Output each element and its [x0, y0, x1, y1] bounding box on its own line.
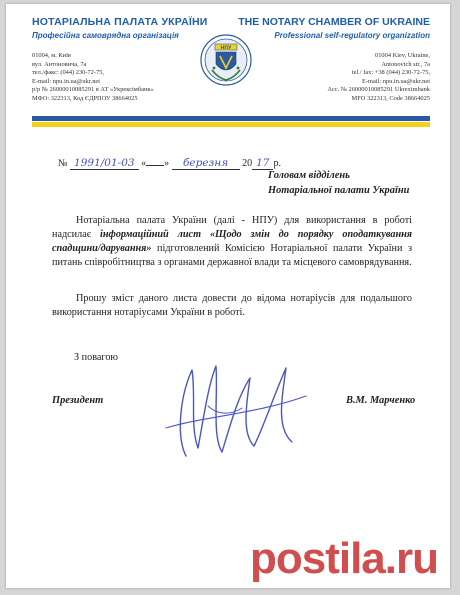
contact-line: MFO 322313, Code 38664025: [351, 94, 430, 102]
p1-text-start: Нотаріальна палата України (далі - НПУ) для використання в роботі надсилає: [52, 215, 412, 240]
watermark-text: postila.ru: [249, 534, 438, 583]
body-paragraph-1: [52, 214, 412, 270]
signatory-position: Президент: [52, 395, 104, 406]
date-open-quote: «: [141, 158, 147, 169]
contact-line: тел./факс: (044) 230-72-75,: [32, 69, 104, 77]
contact-line: E-mail: npu.in.ua@ukr.net: [361, 77, 430, 85]
contacts-ua: [32, 52, 154, 104]
contact-line: Acc. № 26000010085291 Ukreximbank: [327, 86, 430, 94]
letter-month: березня: [172, 157, 240, 170]
letter-page: [6, 4, 450, 588]
contact-line: 01004 Kiev, Ukraine,: [375, 52, 430, 59]
addressee-line-1: Головам відділень: [268, 170, 350, 181]
letter-day: [146, 165, 164, 166]
contact-line: р/р № 26000010085291 в АТ «Укрексімбанк»: [32, 86, 154, 94]
p1-text-end: підготовлений Комісією Нотаріальної палати України з питань співробітництва з органами державної влади та місцевого самоврядування.: [52, 243, 412, 268]
letter-number-date: [58, 157, 281, 170]
p1-bold-subject: інформаційний лист «Щодо змін до порядку оподаткування спадщини/дарування»: [52, 229, 413, 254]
number-prefix: №: [58, 158, 68, 169]
year-prefix: 20: [242, 158, 253, 169]
org-title-en: THE NOTARY CHAMBER OF UKRAINE: [238, 16, 430, 28]
contact-line: Antonovich str., 7a: [381, 60, 430, 68]
contact-line: E-mail: npu.in.ua@ukr.net: [32, 77, 101, 85]
letter-year: 17: [252, 157, 273, 170]
org-subtitle-en: Professional self-regulatory organization: [274, 31, 430, 40]
addressee-block: [268, 168, 409, 198]
body-paragraph-2: Прошу зміст даного листа довести до відома нотаріусів для подальшого використання нотаріусами України в роботі.: [52, 293, 412, 318]
contact-line: tel./ fax: +38 (044) 230-72-75,: [351, 69, 430, 77]
watermark: [250, 534, 438, 584]
chamber-emblem-icon: [200, 34, 252, 86]
contact-line: МФО: 322313, Код ЄДРПОУ 38664025: [32, 94, 138, 102]
addressee-line-2: Нотаріальної палати України: [268, 185, 410, 196]
header-stripe-yellow: [32, 122, 430, 127]
letter-number: 1991/01-03: [70, 157, 139, 170]
closing-regards: З повагою: [74, 352, 119, 363]
emblem-label: НПУ: [220, 46, 232, 51]
org-subtitle-ua: Професійна самоврядна організація: [32, 31, 179, 40]
org-title-ua: НОТАРІАЛЬНА ПАЛАТА УКРАЇНИ: [32, 16, 208, 28]
date-close-quote: »: [164, 158, 170, 169]
header-stripe-blue: [32, 116, 430, 121]
contact-line: 01004, м. Київ: [32, 52, 71, 59]
year-suffix: р.: [273, 158, 281, 169]
contacts-en: [327, 52, 430, 104]
contact-line: вул. Антоновича, 7а: [32, 60, 87, 68]
handwritten-signature: [146, 356, 316, 466]
signatory-name: В.М. Марченко: [346, 395, 416, 406]
